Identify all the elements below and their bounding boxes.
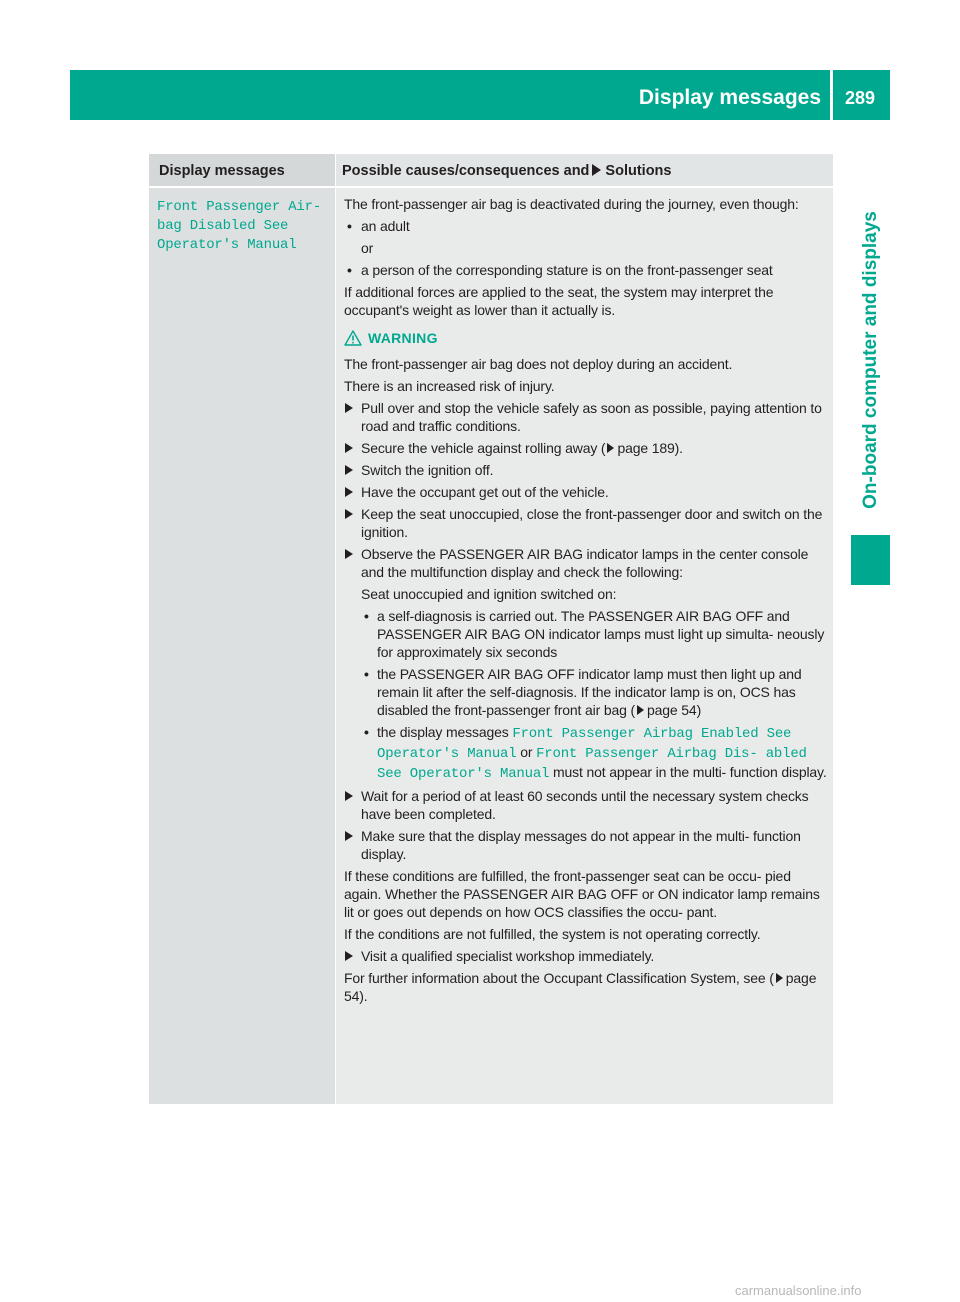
page-ref-arrow-icon xyxy=(776,973,783,983)
action-step xyxy=(344,399,828,435)
chapter-label-text: On-board computer and displays xyxy=(859,211,881,509)
warning-risk-text: There is an increased risk of injury. xyxy=(344,378,555,394)
warning-label: WARNING xyxy=(368,330,438,346)
condition-bullet: • an adult xyxy=(344,217,828,235)
action-step xyxy=(344,461,828,479)
action-step xyxy=(344,505,828,541)
display-message-reference: Front Passenger Airbag Enabled See Operator's Manual xyxy=(377,726,792,762)
action-step-text: Make sure that the display messages do not appear in the multi‐ function display. xyxy=(361,828,801,862)
display-message-line: Operator's Manual xyxy=(157,237,297,253)
page-ref-arrow-icon xyxy=(637,705,644,715)
solution-content xyxy=(344,195,828,1009)
action-step xyxy=(344,947,828,965)
page-reference-link[interactable]: page 189 xyxy=(617,440,675,456)
action-step-text: Secure the vehicle against rolling away ( xyxy=(361,440,606,456)
action-step xyxy=(344,787,828,823)
column-header-causes xyxy=(336,154,833,186)
column-header-solutions-text: Solutions xyxy=(605,163,672,179)
action-arrow-icon xyxy=(345,951,353,961)
warning-heading xyxy=(344,329,828,347)
check-bullet: • a self-diagnosis is carried out. The PASSENGER AIR BAG OFF and PASSENGER AIR BAG ON indicator lamps must light up simulta‐ neously for approximately six seconds xyxy=(344,607,828,661)
page-reference-link[interactable]: page 54 xyxy=(647,702,697,718)
action-arrow-icon xyxy=(345,509,353,519)
check-text-end: ) xyxy=(696,702,702,718)
action-step xyxy=(344,483,828,501)
chapter-side-label xyxy=(851,135,890,585)
further-info-text-end: ). xyxy=(359,988,368,1004)
intro-text: The front-passenger air bag is deactivated during the journey, even though: xyxy=(344,196,799,212)
not-fulfilled-text: If the conditions are not fulfilled, the system is not operating correctly. xyxy=(344,926,761,942)
action-step-text-end: ). xyxy=(674,440,683,456)
display-message-reference: Front Passenger Airbag Dis‐ abled See Operator's Manual xyxy=(377,746,807,782)
check-text: the PASSENGER AIR BAG OFF indicator lamp must then light up and remain lit after the self-diagnosis. If the indicator lamp is on, OCS has disabled the front-passenger front air bag ( xyxy=(377,666,802,718)
fulfilled-text: If these conditions are fulfilled, the front-passenger seat can be occu‐ pied again. Whether the PASSENGER AIR BAG OFF or ON indicator lamp remains lit or goes out depends on how OCS classifies the occu‐ pant. xyxy=(344,868,820,920)
warning-triangle-icon xyxy=(344,330,362,346)
action-step-text: Wait for a period of at least 60 seconds until the necessary system checks have been completed. xyxy=(361,788,809,822)
action-arrow-icon xyxy=(345,403,353,413)
check-bullet xyxy=(344,665,828,719)
action-step-text: Have the occupant get out of the vehicle. xyxy=(361,484,609,500)
check-text-end: must not appear in the multi‐ function display. xyxy=(552,764,827,780)
action-step-text: Observe the PASSENGER AIR BAG indicator lamps in the center console and the multifunction display and check the following: xyxy=(361,546,809,580)
condition-bullet: • a person of the corresponding stature is on the front-passenger seat xyxy=(344,261,828,279)
action-arrow-icon xyxy=(345,831,353,841)
action-step-text: Switch the ignition off. xyxy=(361,462,494,478)
check-bullet xyxy=(344,723,828,783)
further-info-text xyxy=(344,969,828,1005)
action-step-text: Pull over and stop the vehicle safely as soon as possible, paying attention to road and traffic conditions. xyxy=(361,400,822,434)
section-title: Display messages xyxy=(638,86,821,109)
page-number: 289 xyxy=(844,88,876,108)
action-step xyxy=(344,827,828,863)
action-arrow-icon xyxy=(345,465,353,475)
action-arrow-icon xyxy=(345,443,353,453)
action-arrow-icon xyxy=(592,164,601,176)
action-step xyxy=(344,545,828,581)
column-header-messages: Display messages xyxy=(149,154,335,186)
action-arrow-icon xyxy=(345,549,353,559)
action-arrow-icon xyxy=(345,791,353,801)
display-message-line: bag Disabled See xyxy=(157,218,289,234)
display-message-text xyxy=(157,198,332,255)
further-info-text-start: For further information about the Occupant Classification System, see ( xyxy=(344,970,774,986)
chapter-tab-marker xyxy=(851,535,890,585)
check-text-or: or xyxy=(520,744,533,760)
warning-text: The front-passenger air bag does not deploy during an accident. xyxy=(344,356,733,372)
action-step xyxy=(344,439,828,457)
header-divider xyxy=(830,70,833,120)
action-step-text: Keep the seat unoccupied, close the front-passenger door and switch on the ignition. xyxy=(361,506,823,540)
message-cell xyxy=(149,188,335,1104)
check-text: the display messages xyxy=(377,724,509,740)
action-step-text: Visit a qualified specialist workshop immediately. xyxy=(361,948,655,964)
page-reference-link[interactable]: page 54 xyxy=(344,970,817,1004)
display-message-line: Front Passenger Air‐ xyxy=(157,199,322,215)
page-ref-arrow-icon xyxy=(607,443,614,453)
watermark: carmanualsonline.info xyxy=(735,1283,862,1298)
additional-forces-text: If additional forces are applied to the seat, the system may interpret the occupant's weight as lower than it actually is. xyxy=(344,284,774,318)
column-header-causes-text: Possible causes/consequences and xyxy=(342,163,590,179)
condition-or: or xyxy=(361,240,374,256)
seat-state-text: Seat unoccupied and ignition switched on: xyxy=(361,586,617,602)
action-arrow-icon xyxy=(345,487,353,497)
